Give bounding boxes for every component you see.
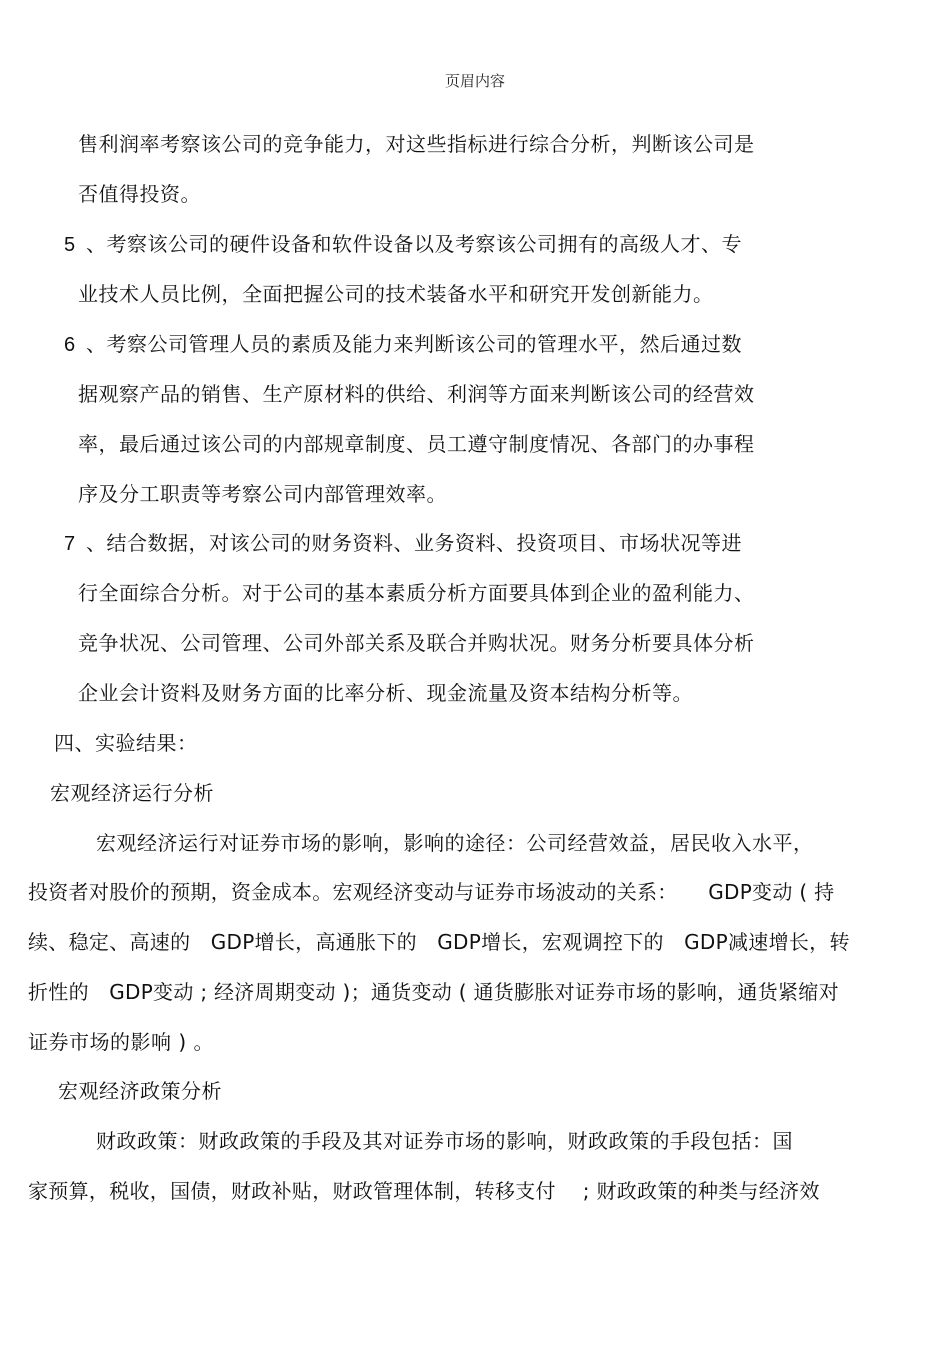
text-line: 财政政策：财政政策的手段及其对证券市场的影响，财政政策的手段包括：国 bbox=[96, 1129, 793, 1153]
text-line: 续、稳定、高速的 GDP增长，高通胀下的 GDP增长，宏观调控下的 GDP减速增长，转 bbox=[28, 930, 850, 954]
list-item-6 bbox=[64, 331, 742, 358]
page-header: 页眉内容 bbox=[444, 72, 505, 90]
list-item-5 bbox=[64, 231, 742, 258]
list-number: 7 bbox=[64, 533, 76, 555]
subsection-heading: 宏观经济政策分析 bbox=[58, 1079, 222, 1103]
text-line: 投资者对股价的预期，资金成本。宏观经济变动与证券市场波动的关系： GDP变动 ( 持 bbox=[28, 880, 835, 904]
text-line: 行全面综合分析。对于公司的基本素质分析方面要具体到企业的盈利能力、 bbox=[78, 581, 755, 605]
list-number: 5 bbox=[64, 234, 76, 256]
text-line: 率，最后通过该公司的内部规章制度、员工遵守制度情况、各部门的办事程 bbox=[78, 432, 755, 456]
text-line: 竞争状况、公司管理、公司外部关系及联合并购状况。财务分析要具体分析 bbox=[78, 631, 755, 655]
list-text: 、考察公司管理人员的素质及能力来判断该公司的管理水平，然后通过数 bbox=[86, 332, 742, 356]
text-line: 据观察产品的销售、生产原材料的供给、利润等方面来判断该公司的经营效 bbox=[78, 382, 755, 406]
list-item-7 bbox=[64, 530, 742, 557]
text-line: 序及分工职责等考察公司内部管理效率。 bbox=[78, 482, 447, 506]
list-number: 6 bbox=[64, 334, 76, 356]
section-heading: 四、实验结果： bbox=[54, 731, 198, 755]
text-line: 家预算，税收，国债，财政补贴，财政管理体制，转移支付 ; 财政政策的种类与经济效 bbox=[28, 1179, 820, 1203]
text-line: 证券市场的影响 ) 。 bbox=[28, 1030, 215, 1054]
subsection-heading: 宏观经济运行分析 bbox=[50, 781, 214, 805]
list-text: 、考察该公司的硬件设备和软件设备以及考察该公司拥有的高级人才、专 bbox=[86, 232, 742, 256]
list-text: 、结合数据，对该公司的财务资料、业务资料、投资项目、市场状况等进 bbox=[86, 531, 742, 555]
text-line: 企业会计资料及财务方面的比率分析、现金流量及资本结构分析等。 bbox=[78, 681, 693, 705]
text-line: 售利润率考察该公司的竞争能力，对这些指标进行综合分析，判断该公司是 bbox=[78, 132, 755, 156]
text-line: 宏观经济运行对证券市场的影响，影响的途径：公司经营效益，居民收入水平， bbox=[96, 831, 814, 855]
text-line: 否值得投资。 bbox=[78, 182, 201, 206]
text-line: 折性的 GDP变动 ; 经济周期变动 )；通货变动 ( 通货膨胀对证券市场的影响，通货紧缩对 bbox=[28, 980, 839, 1004]
text-line: 业技术人员比例，全面把握公司的技术装备水平和研究开发创新能力。 bbox=[78, 282, 714, 306]
